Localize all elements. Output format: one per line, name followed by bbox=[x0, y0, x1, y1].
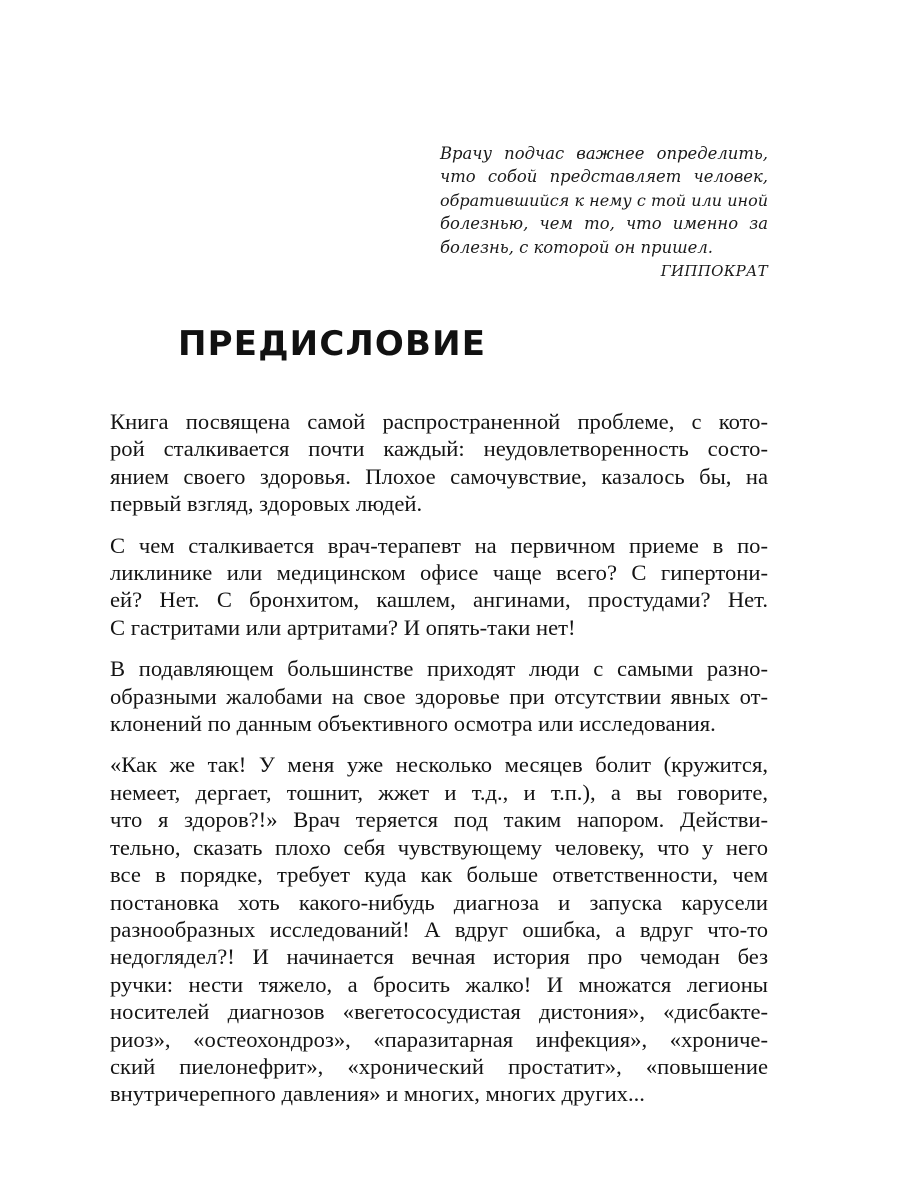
text-line: ей? Нет. С бронхитом, кашлем, ангинами, простудами? Нет. bbox=[110, 587, 768, 613]
text-line: ский пиелонефрит», «хронический простатит», «повышение bbox=[110, 1053, 768, 1079]
text-line: клонений по данным объективного осмотра или исследования. bbox=[110, 711, 716, 737]
text-line: ликлинике или медицинском офисе чаще всего? С гипертони- bbox=[110, 560, 768, 586]
text-line: С гастритами или артритами? И опять-таки нет! bbox=[110, 614, 576, 640]
epigraph bbox=[440, 142, 768, 259]
text-line: риоз», «остеохондроз», «паразитарная инфекция», «хрониче- bbox=[110, 1026, 768, 1052]
epigraph-line: Врачу подчас важнее определить, bbox=[440, 144, 768, 163]
text-line: образными жалобами на свое здоровье при отсутствии явных от- bbox=[110, 683, 768, 709]
text-line: ручки: нести тяжело, а бросить жалко! И множатся легионы bbox=[110, 971, 768, 997]
text-line: недоглядел?! И начинается вечная история про чемодан без bbox=[110, 944, 768, 970]
paragraph bbox=[110, 655, 768, 737]
epigraph-line: болезнью, чем то, что именно за bbox=[440, 214, 768, 234]
text-line: «Как же так! У меня уже несколько месяцев болит (кружится, bbox=[110, 752, 768, 778]
text-line: Книга посвящена самой распространенной проблеме, с кото- bbox=[110, 409, 768, 434]
text-line: немеет, дергает, тошнит, жжет и т.д., и т.п.), а вы говорите, bbox=[110, 779, 768, 805]
text-line: янием своего здоровья. Плохое самочувствие, казалось бы, на bbox=[110, 463, 768, 489]
body-text bbox=[110, 408, 768, 1122]
paragraph bbox=[110, 751, 768, 1107]
text-line: В подавляющем большинстве приходят люди с самыми разно- bbox=[110, 656, 768, 682]
text-line: носителей диагнозов «вегетососудистая дистония», «дисбакте- bbox=[110, 999, 768, 1025]
epigraph-line: что собой представляет человек, bbox=[440, 167, 768, 187]
text-line: С чем сталкивается врач-терапевт на первичном приеме в по- bbox=[110, 532, 768, 558]
epigraph-line: обратившийся к нему с той или иной bbox=[440, 190, 768, 210]
text-line: рой сталкивается почти каждый: неудовлетворенность состо- bbox=[110, 436, 768, 462]
paragraph bbox=[110, 532, 768, 642]
text-line: первый взгляд, здоровых людей. bbox=[110, 491, 423, 517]
text-line: внутричерепного давления» и многих, многих других... bbox=[110, 1081, 645, 1107]
text-line: постановка хоть какого-нибудь диагноза и запуска карусели bbox=[110, 889, 768, 915]
epigraph-line: болезнь, с которой он пришел. bbox=[440, 237, 714, 257]
text-line: что я здоров?!» Врач теряется под таким напором. Действи- bbox=[110, 807, 768, 833]
chapter-title: ПРЕДИСЛОВИЕ bbox=[178, 324, 487, 364]
text-line: все в порядке, требует куда как больше ответственности, чем bbox=[110, 862, 768, 888]
text-line: тельно, сказать плохо себя чувствующему человеку, что у него bbox=[110, 834, 768, 860]
paragraph bbox=[110, 408, 768, 518]
epigraph-author: ГИППОКРАТ bbox=[660, 262, 768, 280]
text-line: разнообразных исследований! А вдруг ошибка, а вдруг что-то bbox=[110, 916, 768, 942]
